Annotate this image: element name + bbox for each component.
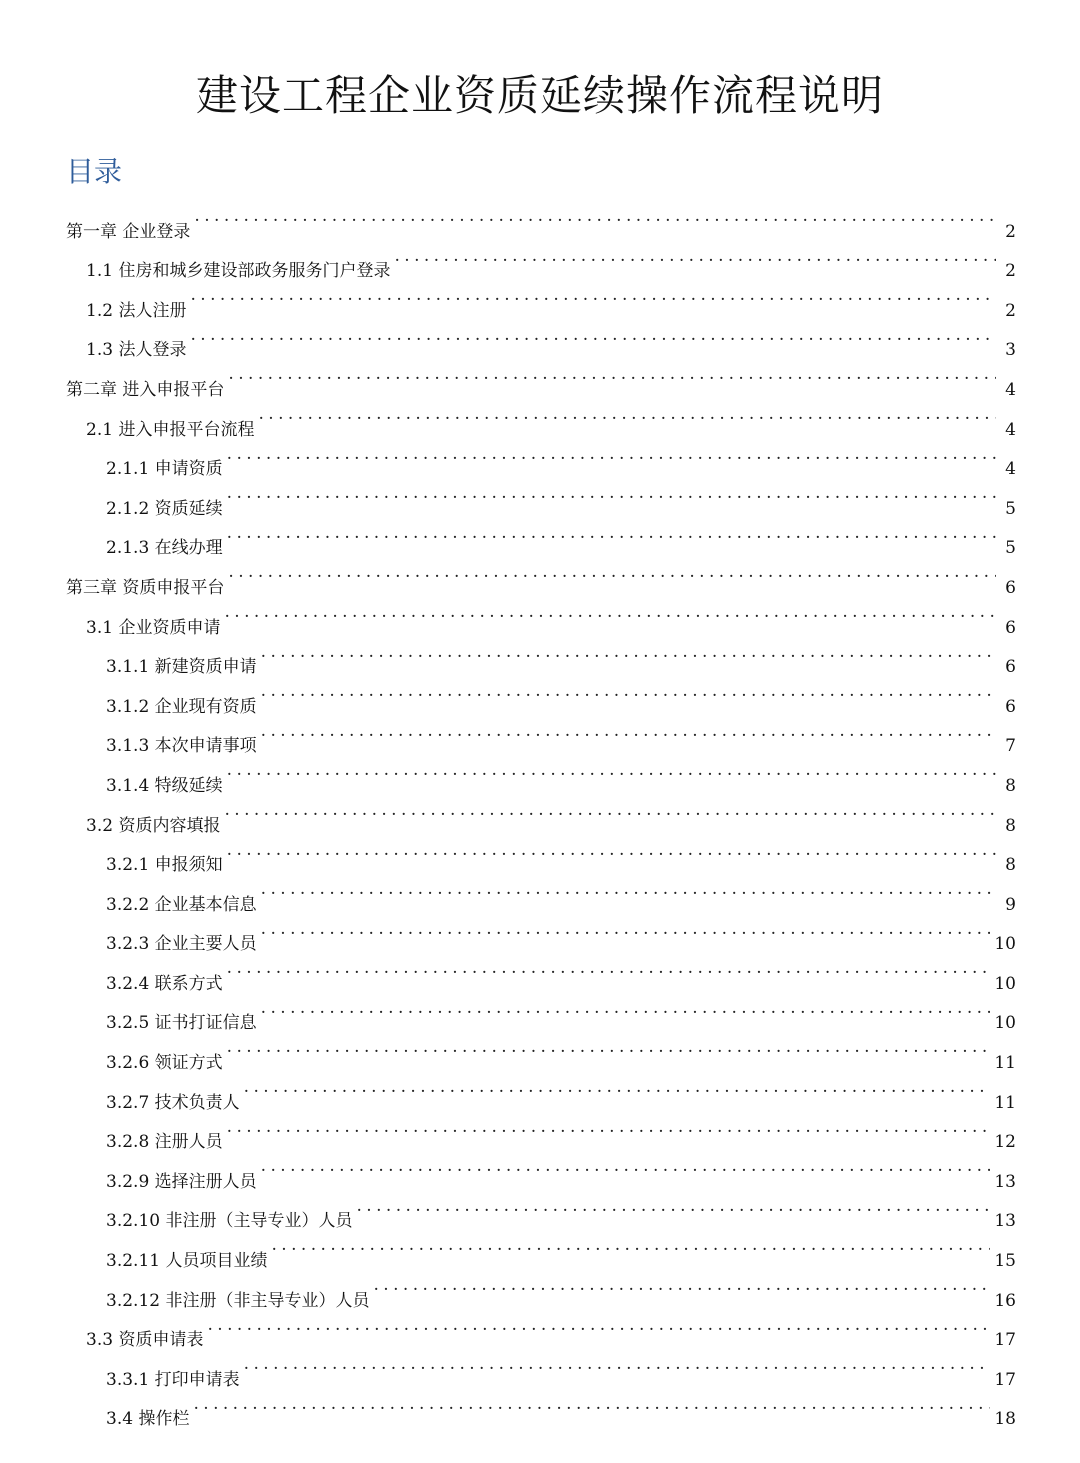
toc-entry-label: 3.2.6 领证方式 [106, 1053, 223, 1074]
toc-dot-leader [261, 910, 991, 950]
toc-entry-label: 3.2.2 企业基本信息 [106, 894, 257, 915]
toc-entry-label: 2.1.2 资质延续 [106, 498, 223, 519]
toc-dot-leader [207, 1306, 990, 1346]
toc-dot-leader [193, 1385, 990, 1425]
toc-dot-leader [258, 395, 996, 435]
toc-entry-label: 3.3.1 打印申请表 [106, 1369, 240, 1390]
toc-entry-page-number: 5 [1005, 498, 1016, 519]
toc-entry-page-number: 12 [994, 1132, 1016, 1153]
toc-entry-page-number: 11 [994, 1092, 1016, 1113]
toc-entry-label: 3.4 操作栏 [106, 1409, 190, 1430]
toc-entry-label: 1.1 住房和城乡建设部政务服务门户登录 [86, 261, 391, 282]
toc-entry[interactable] [66, 1306, 1016, 1351]
toc-entry-page-number: 6 [1005, 696, 1016, 717]
toc-dot-leader [227, 1108, 991, 1148]
toc-dot-leader [227, 435, 996, 475]
toc-entry-page-number: 13 [994, 1171, 1016, 1192]
toc-entry-page-number: 2 [1005, 300, 1016, 321]
toc-entry-page-number: 17 [994, 1330, 1016, 1351]
toc-entry-page-number: 4 [1005, 379, 1016, 400]
toc-dot-leader [227, 831, 996, 871]
toc-entry-label: 第二章 进入申报平台 [66, 379, 225, 400]
toc-entry-page-number: 16 [994, 1290, 1016, 1311]
toc-heading: 目录 [66, 155, 123, 188]
toc-dot-leader [190, 276, 996, 316]
toc-dot-leader [227, 474, 996, 514]
toc-dot-leader [227, 949, 991, 989]
toc-entry-page-number: 9 [1005, 894, 1016, 915]
toc-entry-label: 3.2.8 注册人员 [106, 1132, 223, 1153]
toc-entry-page-number: 10 [994, 1013, 1016, 1034]
toc-entry-label: 3.2.11 人员项目业绩 [106, 1251, 268, 1272]
toc-dot-leader [394, 237, 996, 277]
toc-entry-label: 3.3 资质申请表 [86, 1330, 204, 1351]
toc-entry-page-number: 7 [1005, 736, 1016, 757]
toc-dot-leader [228, 553, 996, 593]
toc-dot-leader [224, 593, 996, 633]
toc-entry-label: 3.2 资质内容填报 [86, 815, 221, 836]
toc-entry-label: 3.2.9 选择注册人员 [106, 1171, 257, 1192]
toc-entry-label: 3.2.5 证书打证信息 [106, 1013, 257, 1034]
toc-dot-leader [261, 672, 996, 712]
toc-entry[interactable] [66, 355, 1016, 400]
toc-entry-page-number: 11 [994, 1053, 1016, 1074]
toc-entry-label: 1.2 法人注册 [86, 300, 187, 321]
toc-entry-label: 3.2.7 技术负责人 [106, 1092, 240, 1113]
toc-entry[interactable] [66, 197, 1016, 242]
toc-entry-label: 3.1.2 企业现有资质 [106, 696, 257, 717]
toc-dot-leader [244, 1345, 991, 1385]
toc-entry-page-number: 15 [994, 1251, 1016, 1272]
toc-dot-leader [227, 751, 996, 791]
toc-entry-page-number: 8 [1005, 815, 1016, 836]
toc-dot-leader [244, 1068, 991, 1108]
toc-entry-label: 3.1.4 特级延续 [106, 775, 223, 796]
toc-dot-leader [261, 712, 996, 752]
toc-entry-label: 3.1.1 新建资质申请 [106, 657, 257, 678]
toc-dot-leader [271, 1226, 990, 1266]
toc-entry-label: 3.1 企业资质申请 [86, 617, 221, 638]
toc-entry-page-number: 8 [1005, 775, 1016, 796]
toc-dot-leader [228, 355, 996, 395]
toc-entry-page-number: 6 [1005, 577, 1016, 598]
toc-entry-label: 3.1.3 本次申请事项 [106, 736, 257, 757]
toc-entry-label: 2.1 进入申报平台流程 [86, 419, 255, 440]
toc-dot-leader [227, 1028, 991, 1068]
toc-entry[interactable] [66, 316, 1016, 361]
toc-dot-leader [261, 989, 991, 1029]
toc-dot-leader [190, 316, 996, 356]
toc-dot-leader [373, 1266, 990, 1306]
toc-entry-label: 3.2.12 非注册（非主导专业）人员 [106, 1290, 370, 1311]
toc-entry[interactable] [66, 1385, 1016, 1430]
toc-entry-label: 3.2.3 企业主要人员 [106, 934, 257, 955]
toc-entry-page-number: 4 [1005, 459, 1016, 480]
toc-entry-page-number: 5 [1005, 538, 1016, 559]
toc-entry-page-number: 17 [994, 1369, 1016, 1390]
toc-entry-label: 3.2.1 申报须知 [106, 855, 223, 876]
toc-entry-page-number: 8 [1005, 855, 1016, 876]
document-title: 建设工程企业资质延续操作流程说明 [195, 71, 884, 120]
toc-entry[interactable] [66, 237, 1016, 282]
toc-dot-leader [261, 870, 996, 910]
toc-dot-leader [224, 791, 996, 831]
toc-entry-page-number: 4 [1005, 419, 1016, 440]
toc-entry-page-number: 2 [1005, 221, 1016, 242]
toc-entry-label: 2.1.1 申请资质 [106, 459, 223, 480]
toc-entry-page-number: 2 [1005, 261, 1016, 282]
toc-entry-label: 3.2.4 联系方式 [106, 973, 223, 994]
toc-dot-leader [261, 633, 996, 673]
toc-entry[interactable] [66, 276, 1016, 321]
toc-entry-page-number: 6 [1005, 657, 1016, 678]
toc-entry-page-number: 10 [994, 934, 1016, 955]
toc-entry-page-number: 6 [1005, 617, 1016, 638]
toc-entry[interactable] [66, 1345, 1016, 1390]
toc-dot-leader [194, 197, 996, 237]
toc-entry-label: 第三章 资质申报平台 [66, 577, 225, 598]
toc-entry-page-number: 3 [1005, 340, 1016, 361]
toc-entry-label: 第一章 企业登录 [66, 221, 191, 242]
toc-entry-page-number: 13 [994, 1211, 1016, 1232]
toc-dot-leader [227, 514, 996, 554]
table-of-contents [66, 197, 1016, 1430]
toc-entry-page-number: 18 [994, 1409, 1016, 1430]
toc-entry-label: 1.3 法人登录 [86, 340, 187, 361]
toc-entry-label: 3.2.10 非注册（主导专业）人员 [106, 1211, 353, 1232]
toc-entry-label: 2.1.3 在线办理 [106, 538, 223, 559]
toc-entry-page-number: 10 [994, 973, 1016, 994]
toc-dot-leader [261, 1147, 991, 1187]
toc-dot-leader [356, 1187, 990, 1227]
